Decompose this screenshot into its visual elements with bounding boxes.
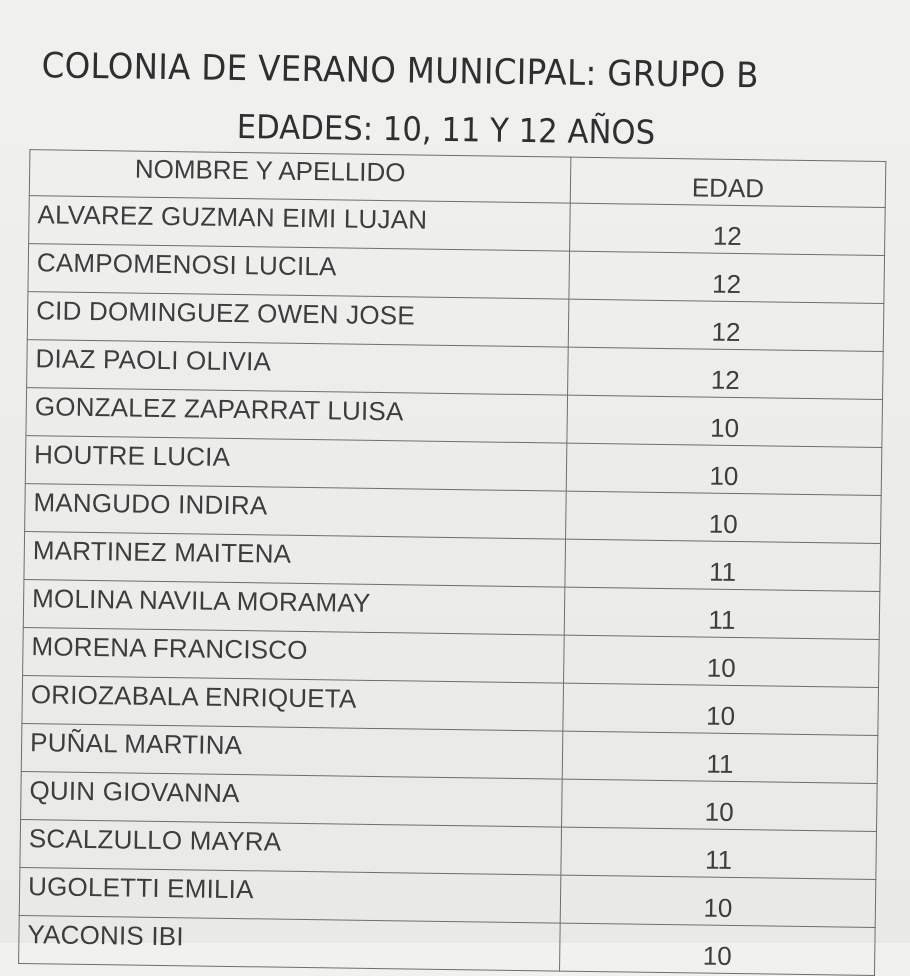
cell-age: 11 bbox=[564, 587, 880, 639]
cell-name: ORIOZABALA ENRIQUETA bbox=[22, 676, 564, 732]
cell-age: 11 bbox=[565, 539, 881, 591]
cell-name: HOUTRE LUCIA bbox=[25, 436, 567, 492]
cell-name: CAMPOMENOSI LUCILA bbox=[28, 244, 570, 300]
cell-name: PUÑAL MARTINA bbox=[21, 724, 563, 780]
cell-name: UGOLETTI EMILIA bbox=[19, 868, 561, 924]
cell-age: 10 bbox=[567, 395, 883, 447]
document-title: COLONIA DE VERANO MUNICIPAL: GRUPO B bbox=[41, 46, 760, 97]
cell-age: 10 bbox=[562, 779, 878, 831]
cell-name: MORENA FRANCISCO bbox=[23, 628, 565, 684]
cell-age: 10 bbox=[566, 491, 882, 543]
roster-table bbox=[18, 149, 886, 976]
cell-age: 10 bbox=[566, 443, 882, 495]
cell-name: CID DOMINGUEZ OWEN JOSE bbox=[27, 292, 569, 348]
cell-age: 12 bbox=[568, 299, 884, 351]
cell-age: 11 bbox=[561, 827, 877, 879]
cell-name: YACONIS IBI bbox=[19, 916, 561, 972]
cell-name: MARTINEZ MAITENA bbox=[24, 532, 566, 588]
cell-age: 12 bbox=[568, 347, 884, 399]
cell-age: 10 bbox=[563, 683, 879, 735]
cell-name: SCALZULLO MAYRA bbox=[20, 820, 562, 876]
cell-age: 12 bbox=[569, 251, 885, 303]
cell-name: MOLINA NAVILA MORAMAY bbox=[23, 580, 565, 636]
header-age: EDAD bbox=[570, 157, 886, 207]
cell-name: DIAZ PAOLI OLIVIA bbox=[27, 340, 569, 396]
document-subtitle: EDADES: 10, 11 Y 12 AÑOS bbox=[236, 106, 656, 152]
cell-age: 10 bbox=[560, 923, 876, 975]
cell-name: ALVAREZ GUZMAN EIMI LUJAN bbox=[29, 196, 571, 252]
cell-age: 12 bbox=[570, 203, 886, 255]
cell-age: 10 bbox=[564, 635, 880, 687]
cell-name: GONZALEZ ZAPARRAT LUISA bbox=[26, 388, 568, 444]
cell-age: 10 bbox=[560, 875, 876, 927]
cell-name: MANGUDO INDIRA bbox=[25, 484, 567, 540]
header-name: NOMBRE Y APELLIDO bbox=[29, 150, 571, 204]
cell-name: QUIN GIOVANNA bbox=[21, 772, 563, 828]
cell-age: 11 bbox=[562, 731, 878, 783]
